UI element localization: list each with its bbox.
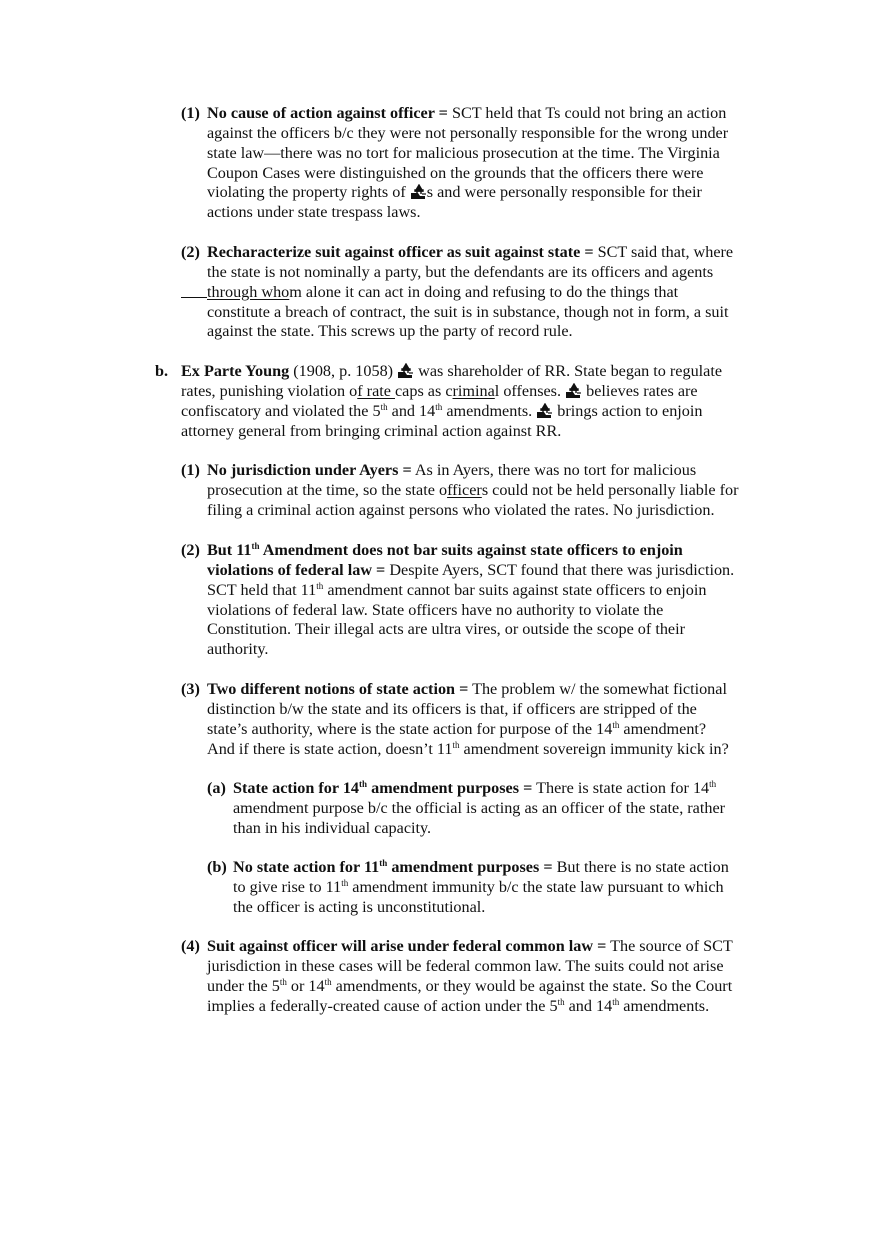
- text-line: [207, 680, 729, 700]
- ordinal-superscript: th: [709, 779, 717, 789]
- outline-label: b.: [155, 362, 169, 380]
- ordinal-superscript: th: [435, 401, 443, 412]
- outline-label: (2): [181, 541, 200, 559]
- outline-label: (1): [181, 104, 200, 122]
- ordinal-superscript: th: [316, 580, 324, 591]
- body-text: state law—there was no tort for malicious prosecution at the time. The Virginia: [207, 143, 720, 162]
- body-text: Despite Ayers, SCT found that there was jurisdiction.: [385, 560, 735, 579]
- body-text: caps as c: [395, 381, 453, 400]
- body-text: SCT said that, where: [593, 243, 734, 261]
- body-text: SCT held that Ts could not bring an action: [447, 104, 727, 122]
- body-text: m alone it can act in doing and refusing to do the things that: [289, 282, 679, 301]
- text-line: [207, 977, 733, 997]
- text-line: [207, 640, 734, 660]
- text-line: [181, 382, 722, 402]
- text-line: [233, 878, 729, 898]
- body-text: actions under state trespass laws.: [207, 203, 421, 222]
- outline-item: [155, 362, 723, 441]
- body-text: But there is no state action: [552, 858, 729, 876]
- body-text: prosecution at the time, so the state o: [207, 480, 448, 499]
- text-line: [207, 283, 733, 303]
- text-line: [207, 501, 739, 521]
- body-text: through who: [207, 282, 290, 301]
- bold-heading-text: th: [379, 858, 388, 868]
- body-text: amendments.: [442, 401, 537, 420]
- text-line: [207, 720, 729, 740]
- body-text: The problem w/ the somewhat fictional: [468, 680, 727, 698]
- text-line: [207, 164, 728, 184]
- body-text: against the officers b/c they were not personally responsible for the wrong under: [207, 123, 729, 142]
- text-line: [207, 322, 733, 342]
- outline-item: [181, 541, 735, 660]
- ordinal-superscript: th: [279, 976, 287, 987]
- bold-heading-text: violations of federal law =: [207, 560, 386, 579]
- body-text: l offenses.: [494, 381, 566, 400]
- bold-heading-text: No cause of action against officer =: [207, 104, 448, 122]
- body-text: f rate: [357, 381, 395, 400]
- plaintiff-icon: [410, 184, 427, 200]
- body-text: rates, punishing violation o: [181, 381, 358, 400]
- body-text: than in his individual capacity.: [233, 818, 432, 837]
- text-line: [207, 203, 728, 223]
- plaintiff-icon: [536, 403, 553, 419]
- ordinal-superscript: th: [324, 976, 332, 987]
- text-line: [181, 402, 722, 422]
- body-text: violating the property rights of: [207, 183, 410, 202]
- bold-heading-text: amendment purposes =: [387, 858, 553, 876]
- body-text: amendment cannot bar suits against state officers to enjoin: [323, 580, 707, 599]
- body-text: implies a federally-created cause of action under the 5: [207, 996, 558, 1015]
- body-text: amendment immunity b/c the state law pursuant to which: [348, 877, 724, 896]
- plaintiff-icon: [397, 363, 414, 379]
- text-line: [233, 799, 725, 819]
- body-text: As in Ayers, there was no tort for malicious: [411, 461, 697, 479]
- body-text: The source of SCT: [606, 937, 733, 955]
- body-text: amendment?: [619, 719, 707, 738]
- body-text: brings action to enjoin: [553, 401, 703, 420]
- text-line: [207, 104, 728, 124]
- text-line: [207, 997, 733, 1017]
- body-text: Constitution. Their illegal acts are ultra vires, or outside the scope of their: [207, 620, 686, 639]
- ordinal-superscript: th: [612, 996, 620, 1007]
- text-line: [207, 541, 734, 561]
- ordinal-superscript: th: [341, 877, 349, 888]
- body-text: amendments.: [619, 996, 710, 1015]
- text-line: [207, 561, 734, 581]
- text-line: [207, 481, 739, 501]
- body-text: Coupon Cases were distinguished on the grounds that the officers there were: [207, 163, 704, 182]
- text-line: [207, 581, 734, 601]
- body-text: against the state. This screws up the party of record rule.: [207, 322, 573, 341]
- body-text: believes rates are: [582, 381, 698, 400]
- body-text: (1908, p. 1058): [289, 362, 398, 380]
- body-text: or 14: [286, 976, 325, 995]
- text-line: [207, 937, 733, 957]
- text-line: [207, 183, 728, 203]
- body-text: was shareholder of RR. State began to regulate: [414, 362, 723, 380]
- outline-item: [181, 937, 733, 1016]
- outline-label: (3): [181, 680, 200, 698]
- text-line: [207, 957, 733, 977]
- text-line: [233, 898, 729, 918]
- body-text: And if there is state action, doesn’t 11: [207, 739, 453, 758]
- bold-heading-text: Suit against officer will arise under federal common law =: [207, 937, 607, 955]
- body-text: the state is not nominally a party, but the defendants are its officers and agents: [207, 262, 714, 281]
- body-text: under the 5: [207, 976, 280, 995]
- bold-heading-text: State action for 14: [233, 779, 360, 797]
- body-text: amendment sovereign immunity kick in?: [459, 739, 729, 758]
- body-text: and 14: [387, 401, 436, 420]
- outline-item: [207, 779, 726, 839]
- body-text: jurisdiction in these cases will be federal common law. The suits could not arise: [207, 956, 724, 975]
- underline-mark: [181, 283, 207, 298]
- text-line: [207, 263, 733, 283]
- bold-heading-text: Recharacterize suit against officer as suit against state =: [207, 243, 594, 261]
- outline-item: [181, 243, 734, 342]
- plaintiff-icon: [565, 383, 582, 399]
- bold-heading-text: Two different notions of state action =: [207, 680, 469, 698]
- body-text: and 14: [564, 996, 613, 1015]
- outline-label: (4): [181, 937, 200, 955]
- outline-label: (2): [181, 243, 200, 261]
- body-text: the officer is acting is unconstitutional.: [233, 897, 486, 916]
- text-line: [233, 858, 729, 878]
- outline-item: [207, 858, 729, 918]
- outline-label: (b): [207, 858, 227, 876]
- body-text: rimina: [452, 381, 495, 400]
- bold-heading-text: Amendment does not bar suits against state officers to enjoin: [259, 541, 683, 559]
- bold-heading-text: th: [251, 541, 260, 551]
- ordinal-superscript: th: [612, 719, 620, 730]
- outline-item: [181, 461, 739, 521]
- body-text: s could not be held personally liable for: [481, 480, 739, 499]
- body-text: SCT held that 11: [207, 580, 317, 599]
- text-line: [181, 422, 722, 442]
- text-line: [207, 144, 728, 164]
- body-text: s and were personally responsible for their: [426, 183, 702, 202]
- text-line: [207, 461, 739, 481]
- body-text: violations of federal law. State officers have no authority to violate the: [207, 600, 664, 619]
- text-line: [207, 601, 734, 621]
- text-line: [207, 740, 729, 760]
- bold-heading-text: But 11: [207, 541, 252, 559]
- body-text: filing a criminal action against persons who violated the rates. No jurisdiction.: [207, 500, 715, 519]
- text-line: [207, 243, 733, 263]
- bold-heading-text: No jurisdiction under Ayers =: [207, 461, 412, 479]
- outline-item: [181, 680, 729, 759]
- body-text: fficer: [447, 480, 482, 499]
- body-text: attorney general from bringing criminal action against RR.: [181, 421, 562, 440]
- text-line: [207, 303, 733, 323]
- bold-heading-text: amendment purposes =: [367, 779, 533, 797]
- body-text: distinction b/w the state and its officers is that, if officers are stripped of the: [207, 699, 697, 718]
- body-text: authority.: [207, 640, 269, 659]
- ordinal-superscript: th: [380, 401, 388, 412]
- body-text: constitute a breach of contract, the suit is in substance, though not in form, a suit: [207, 302, 729, 321]
- outline-item: [181, 104, 729, 223]
- outline-label: (1): [181, 461, 200, 479]
- body-text: state’s authority, where is the state action for purpose of the 14: [207, 719, 613, 738]
- text-line: [207, 124, 728, 144]
- text-line: [181, 362, 722, 382]
- outline-label: (a): [207, 779, 226, 797]
- ordinal-superscript: th: [557, 996, 565, 1007]
- body-text: confiscatory and violated the 5: [181, 401, 381, 420]
- body-text: amendments, or they would be against the state. So the Court: [331, 976, 733, 995]
- text-line: [207, 620, 734, 640]
- body-text: amendment purpose b/c the official is acting as an officer of the state, rather: [233, 798, 726, 817]
- ordinal-superscript: th: [452, 739, 460, 750]
- bold-heading-text: th: [359, 779, 368, 789]
- bold-heading-text: Ex Parte Young: [181, 362, 290, 380]
- text-line: [233, 779, 725, 799]
- bold-heading-text: No state action for 11: [233, 858, 380, 876]
- text-line: [233, 819, 725, 839]
- body-text: There is state action for 14: [532, 779, 710, 797]
- body-text: to give rise to 11: [233, 877, 342, 896]
- text-line: [207, 700, 729, 720]
